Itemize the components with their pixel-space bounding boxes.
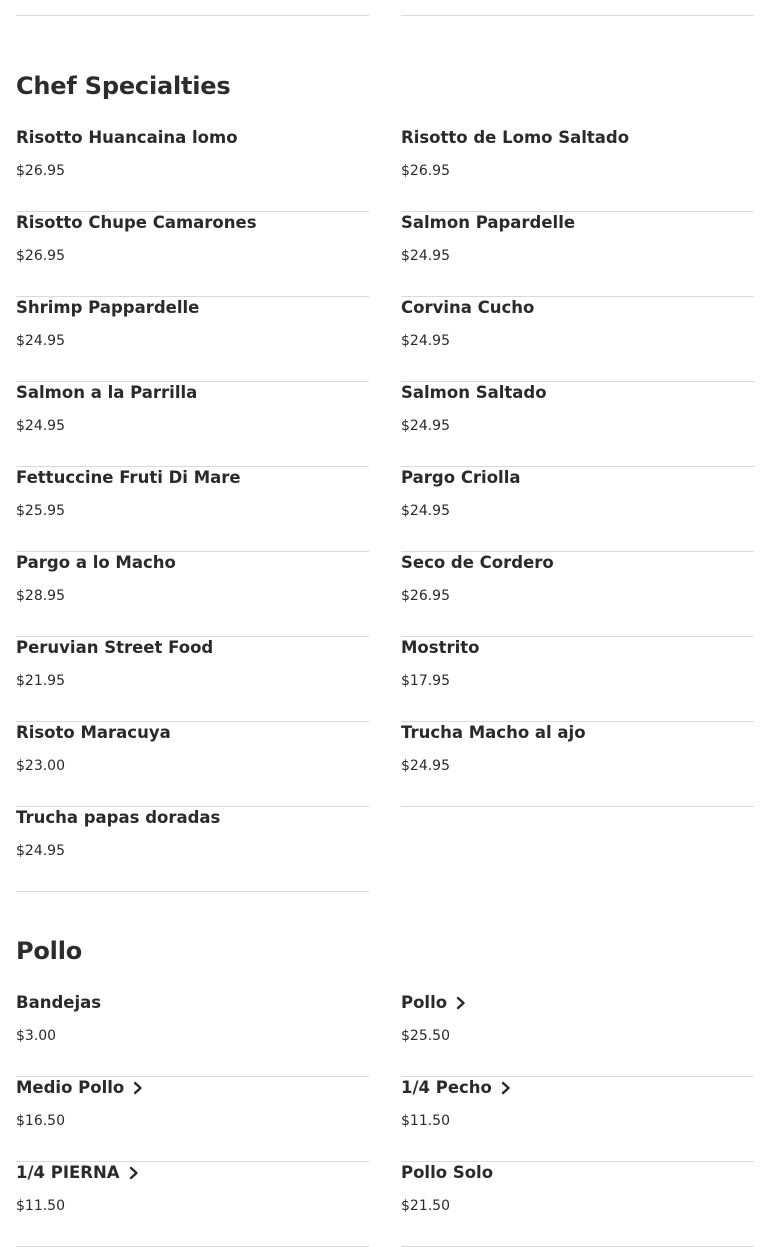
menu-item-name[interactable]: Trucha Macho al ajo — [401, 723, 586, 742]
menu-item-label: Pollo — [401, 993, 448, 1012]
menu-item-name[interactable] — [401, 1077, 512, 1099]
menu-item[interactable] — [401, 382, 754, 467]
section-title: Chef Specialties — [16, 72, 231, 100]
chevron-right-icon — [128, 1166, 140, 1180]
menu-item[interactable] — [16, 1077, 369, 1162]
chevron-right-icon — [455, 996, 467, 1010]
menu-item-name[interactable] — [16, 1162, 140, 1184]
menu-item[interactable] — [401, 637, 754, 722]
menu-item-name[interactable]: Peruvian Street Food — [16, 638, 214, 657]
menu-section-pollo — [16, 936, 754, 1247]
menu-item-price: $21.95 — [16, 673, 65, 689]
menu-item[interactable] — [401, 127, 754, 212]
menu-item[interactable] — [401, 1162, 754, 1247]
menu-item-name[interactable]: Pargo Criolla — [401, 468, 521, 487]
chevron-right-icon — [500, 1081, 512, 1095]
menu-item-name[interactable]: Risotto de Lomo Saltado — [401, 128, 630, 147]
menu-item-price: $24.95 — [16, 333, 65, 349]
menu-item-name[interactable] — [401, 992, 467, 1014]
menu-item[interactable] — [16, 637, 369, 722]
menu-item[interactable] — [401, 467, 754, 552]
menu-item-price: $25.95 — [16, 503, 65, 519]
menu-item-label: Pollo Solo — [401, 1163, 494, 1182]
menu-item[interactable] — [401, 212, 754, 297]
menu-item[interactable] — [16, 127, 369, 212]
previous-section-end — [16, 0, 754, 16]
divider — [401, 15, 754, 16]
menu-item-name[interactable]: Trucha papas doradas — [16, 808, 221, 827]
menu-items-grid — [16, 127, 754, 892]
menu-items-grid — [16, 992, 754, 1247]
menu-item-price: $24.95 — [401, 503, 450, 519]
menu-item-price: $24.95 — [401, 758, 450, 774]
menu-item-price: $24.95 — [16, 418, 65, 434]
menu-item-name[interactable]: Salmon a la Parrilla — [16, 383, 198, 402]
menu-item-price: $26.95 — [401, 588, 450, 604]
chevron-right-icon — [132, 1081, 144, 1095]
menu-item-name[interactable]: Shrimp Pappardelle — [16, 298, 200, 317]
menu-item-name[interactable] — [16, 1077, 144, 1099]
menu-item-label: 1/4 PIERNA — [16, 1163, 120, 1182]
menu-item-price: $24.95 — [401, 333, 450, 349]
menu-item-price: $26.95 — [401, 163, 450, 179]
menu-item[interactable] — [401, 297, 754, 382]
menu-item-price: $21.50 — [401, 1198, 450, 1214]
menu-item-name[interactable]: Risoto Maracuya — [16, 723, 171, 742]
menu-item[interactable] — [401, 1077, 754, 1162]
menu-item[interactable] — [16, 1162, 369, 1247]
menu-item[interactable] — [16, 722, 369, 807]
menu-item-label: Bandejas — [16, 993, 102, 1012]
menu-item[interactable] — [16, 992, 369, 1077]
menu-item-name[interactable]: Seco de Cordero — [401, 553, 554, 572]
menu-item-price: $23.00 — [16, 758, 65, 774]
menu-item[interactable] — [16, 552, 369, 637]
menu-item-label: 1/4 Pecho — [401, 1078, 492, 1097]
menu-section-chef-specialties — [16, 71, 754, 892]
menu-item-price: $26.95 — [16, 248, 65, 264]
menu-item[interactable] — [401, 722, 754, 807]
menu-item-name[interactable]: Risotto Huancaina lomo — [16, 128, 238, 147]
menu-item[interactable] — [16, 297, 369, 382]
menu-item-name[interactable]: Mostrito — [401, 638, 480, 657]
menu-item[interactable] — [16, 807, 369, 892]
menu-item-label: Medio Pollo — [16, 1078, 125, 1097]
menu-item-name[interactable]: Corvina Cucho — [401, 298, 535, 317]
menu-item-price: $3.00 — [16, 1028, 57, 1044]
menu-item-price: $11.50 — [16, 1198, 65, 1214]
menu-item-name[interactable]: Risotto Chupe Camarones — [16, 213, 257, 232]
menu-item[interactable] — [401, 552, 754, 637]
divider — [16, 15, 369, 16]
menu-item-name[interactable] — [16, 992, 101, 1014]
menu-item[interactable] — [401, 992, 754, 1077]
menu-item-price: $11.50 — [401, 1113, 450, 1129]
menu-item[interactable] — [16, 212, 369, 297]
menu-item-price: $24.95 — [401, 418, 450, 434]
menu-item-price: $17.95 — [401, 673, 450, 689]
section-title: Pollo — [16, 937, 83, 965]
menu-item-price: $16.50 — [16, 1113, 65, 1129]
menu-item-price: $25.50 — [401, 1028, 450, 1044]
menu-item-name[interactable]: Fettuccine Fruti Di Mare — [16, 468, 241, 487]
menu-item-name[interactable]: Salmon Papardelle — [401, 213, 576, 232]
menu-item-price: $24.95 — [401, 248, 450, 264]
menu-item-name[interactable] — [401, 1162, 493, 1184]
menu-item-price: $28.95 — [16, 588, 65, 604]
menu-item-price: $26.95 — [16, 163, 65, 179]
menu-item-name[interactable]: Pargo a lo Macho — [16, 553, 176, 572]
menu-item[interactable] — [16, 467, 369, 552]
menu-item-name[interactable]: Salmon Saltado — [401, 383, 547, 402]
menu-item-price: $24.95 — [16, 843, 65, 859]
menu-item[interactable] — [16, 382, 369, 467]
